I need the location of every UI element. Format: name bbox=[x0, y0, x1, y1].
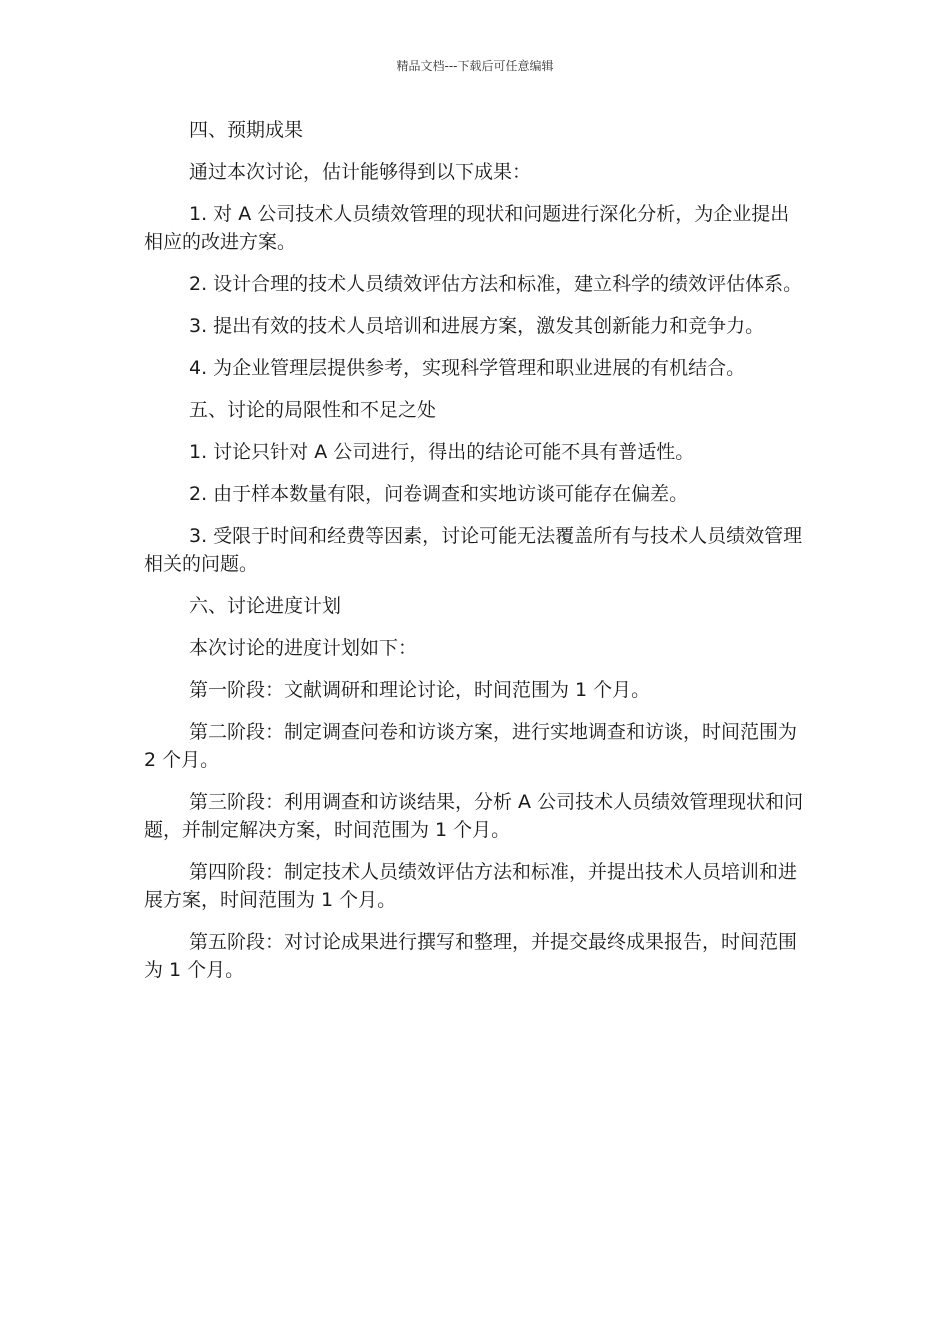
list-item: 2. 设计合理的技术人员绩效评估方法和标准，建立科学的绩效评估体系。 bbox=[189, 273, 803, 295]
document-body bbox=[144, 116, 808, 998]
list-item: 4. 为企业管理层提供参考，实现科学管理和职业进展的有机结合。 bbox=[189, 357, 746, 379]
section-heading-schedule: 六、讨论进度计划 bbox=[189, 595, 342, 617]
schedule-stage: 第一阶段：文献调研和理论讨论，时间范围为 1 个月。 bbox=[189, 679, 651, 701]
page-header: 精品文档---下载后可任意编辑 bbox=[396, 59, 554, 73]
list-item: 1. 讨论只针对 A 公司进行，得出的结论可能不具有普适性。 bbox=[189, 441, 695, 463]
list-item: 2. 由于样本数量有限，问卷调查和实地访谈可能存在偏差。 bbox=[189, 483, 689, 505]
list-item: 3. 受限于时间和经费等因素，讨论可能无法覆盖所有与技术人员绩效管理相关的问题。 bbox=[144, 525, 803, 575]
paragraph: 本次讨论的进度计划如下： bbox=[189, 637, 418, 659]
list-item: 1. 对 A 公司技术人员绩效管理的现状和问题进行深化分析，为企业提出相应的改进方案。 bbox=[144, 203, 790, 253]
schedule-stage: 第五阶段：对讨论成果进行撰写和整理，并提交最终成果报告，时间范围为 1 个月。 bbox=[144, 931, 798, 981]
paragraph: 通过本次讨论，估计能够得到以下成果： bbox=[189, 161, 532, 183]
schedule-stage: 第四阶段：制定技术人员绩效评估方法和标准，并提出技术人员培训和进展方案，时间范围为 1 个月。 bbox=[144, 861, 798, 911]
list-item: 3. 提出有效的技术人员培训和进展方案，激发其创新能力和竞争力。 bbox=[189, 315, 765, 337]
section-heading-limitations: 五、讨论的局限性和不足之处 bbox=[189, 399, 437, 421]
schedule-stage: 第三阶段：利用调查和访谈结果，分析 A 公司技术人员绩效管理现状和问题，并制定解决方案，时间范围为 1 个月。 bbox=[144, 791, 804, 841]
schedule-stage: 第二阶段：制定调查问卷和访谈方案，进行实地调查和访谈，时间范围为 2 个月。 bbox=[144, 721, 798, 771]
section-heading-expected-results: 四、预期成果 bbox=[189, 119, 304, 141]
